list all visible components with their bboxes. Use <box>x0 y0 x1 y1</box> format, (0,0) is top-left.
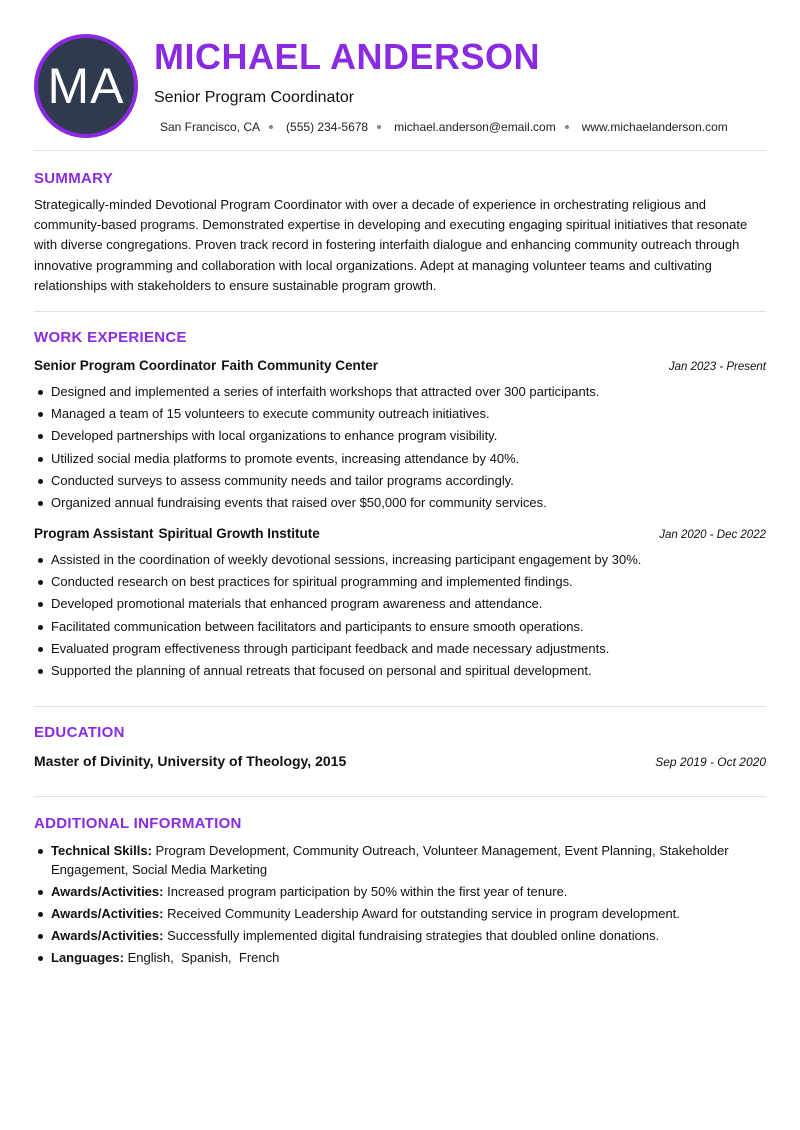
candidate-name: MICHAEL ANDERSON <box>154 36 541 77</box>
contact-phone: (555) 234-5678 <box>286 120 369 134</box>
education-date: Sep 2019 - Oct 2020 <box>655 755 766 769</box>
additional-info-heading: ADDITIONAL INFORMATION <box>34 815 242 832</box>
list-item: Managed a team of 15 volunteers to execute community outreach initiatives. <box>34 403 766 425</box>
contact-location: San Francisco, CA <box>160 120 261 134</box>
bullet-icon <box>38 934 43 939</box>
list-item: Designed and implemented a series of interfaith workshops that attracted over 300 participants. <box>34 381 766 403</box>
list-item: Awards/Activities: Successfully implemented digital fundraising strategies that doubled online donations. <box>34 927 766 946</box>
bullet-icon <box>38 479 43 484</box>
job-title: Senior Program Coordinator <box>34 358 217 373</box>
avatar <box>34 34 138 138</box>
degree: Master of Divinity, University of Theology, 2015 <box>34 753 347 769</box>
list-item: Awards/Activities: Received Community Leadership Award for outstanding service in program development. <box>34 905 766 924</box>
bullet-icon <box>38 412 43 417</box>
bullet-icon <box>38 912 43 917</box>
bullet-icon <box>38 501 43 506</box>
job-organization: Spiritual Growth Institute <box>158 526 320 541</box>
list-item: Technical Skills: Program Development, Community Outreach, Volunteer Management, Event Planning, Stakeholder Engagement, Social Media Marketing <box>34 842 766 879</box>
section-divider <box>34 796 766 797</box>
additional-info-list <box>34 842 766 971</box>
job-title-line <box>34 358 378 373</box>
list-item: Facilitated communication between facilitators and participants to ensure smooth operations. <box>34 616 766 638</box>
work-experience-heading: WORK EXPERIENCE <box>34 329 187 346</box>
separator-dot-icon <box>565 125 569 129</box>
list-item: Languages: English, Spanish, French <box>34 949 766 968</box>
list-item: Evaluated program effectiveness through participant feedback and made necessary adjustments. <box>34 638 766 660</box>
bullet-icon <box>38 625 43 630</box>
list-item: Developed promotional materials that enhanced program awareness and attendance. <box>34 593 766 615</box>
bullet-icon <box>38 849 43 854</box>
list-item: Organized annual fundraising events that raised over $50,000 for community services. <box>34 492 766 514</box>
bullet-icon <box>38 434 43 439</box>
job-bullets <box>34 549 766 682</box>
bullet-icon <box>38 390 43 395</box>
job-title: Program Assistant <box>34 526 154 541</box>
education-entry <box>34 753 766 769</box>
summary-text: Strategically-minded Devotional Program Coordinator with over a decade of experience in orchestrating religious and community-based programs. Demonstrated expertise in developing and executing engaging spiritual initiatives that resonate with diverse congregations. Proven track record in fostering interfaith dialogue and enhancing community outreach through innovative programming and collaboration with local organizations. Adept at managing volunteer teams and cultivating relationships with stakeholders to ensure sustainable program growth. <box>34 197 748 293</box>
section-divider <box>34 706 766 707</box>
job-date: Jan 2020 - Dec 2022 <box>659 529 766 541</box>
job-date: Jan 2023 - Present <box>668 361 766 373</box>
bullet-icon <box>38 647 43 652</box>
separator-dot-icon <box>377 125 381 129</box>
candidate-role: Senior Program Coordinator <box>154 89 355 106</box>
section-divider <box>34 311 766 312</box>
job-header <box>34 358 766 373</box>
summary-heading: SUMMARY <box>34 170 114 187</box>
avatar-initials: MA <box>47 58 125 114</box>
separator-dot-icon <box>269 125 273 129</box>
job-title-line <box>34 526 320 541</box>
bullet-icon <box>38 558 43 563</box>
list-item: Conducted research on best practices for spiritual programming and implemented findings. <box>34 571 766 593</box>
list-item: Conducted surveys to assess community needs and tailor programs accordingly. <box>34 470 766 492</box>
contact-line <box>160 120 728 134</box>
bullet-icon <box>38 580 43 585</box>
bullet-icon <box>38 890 43 895</box>
list-item: Supported the planning of annual retreats that focused on personal and spiritual development. <box>34 660 766 682</box>
list-item: Developed partnerships with local organizations to enhance program visibility. <box>34 425 766 447</box>
bullet-icon <box>38 956 43 961</box>
contact-email[interactable]: michael.anderson@email.com <box>394 120 556 134</box>
contact-website[interactable]: www.michaelanderson.com <box>581 120 728 134</box>
bullet-icon <box>38 602 43 607</box>
education-heading: EDUCATION <box>34 724 125 741</box>
job-header <box>34 526 766 541</box>
job-bullets <box>34 381 766 514</box>
bullet-icon <box>38 457 43 462</box>
section-divider <box>34 150 766 151</box>
list-item: Assisted in the coordination of weekly devotional sessions, increasing participant engagement by 30%. <box>34 549 766 571</box>
list-item: Awards/Activities: Increased program participation by 50% within the first year of tenure. <box>34 883 766 902</box>
list-item: Utilized social media platforms to promote events, increasing attendance by 40%. <box>34 448 766 470</box>
bullet-icon <box>38 669 43 674</box>
job-organization: Faith Community Center <box>221 358 379 373</box>
